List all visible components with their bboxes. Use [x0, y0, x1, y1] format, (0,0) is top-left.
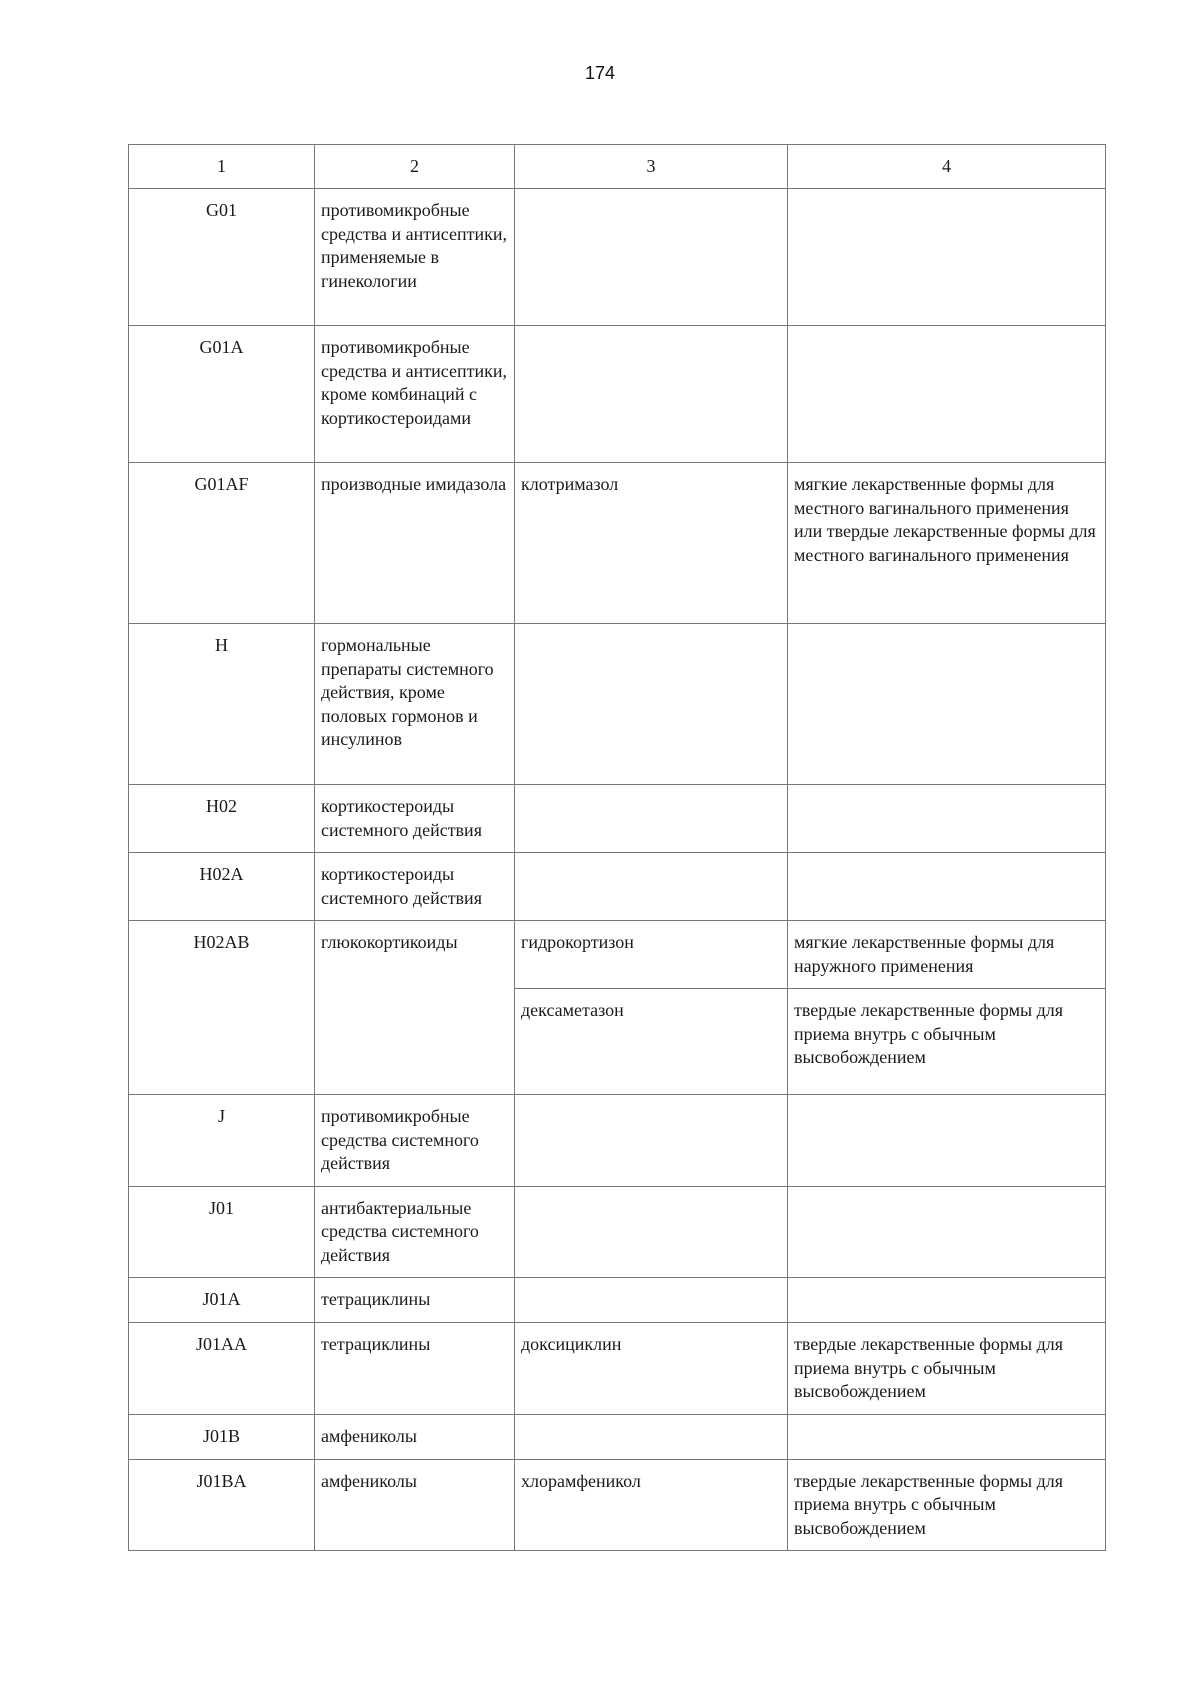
column-header-4: 4 — [788, 145, 1106, 189]
column-header-3: 3 — [515, 145, 788, 189]
form-cell — [788, 189, 1106, 326]
group-cell: глюкокортикоиды — [315, 921, 515, 1095]
form-cell — [788, 785, 1106, 853]
atc-code-cell: H02A — [129, 853, 315, 921]
drug-cell — [515, 1414, 788, 1459]
group-cell: антибактериальные средства системного действия — [315, 1186, 515, 1278]
table-row — [129, 1186, 1106, 1278]
atc-code-cell: G01A — [129, 326, 315, 463]
group-cell: амфениколы — [315, 1414, 515, 1459]
table-row — [129, 189, 1106, 326]
group-cell: гормональные препараты системного действия, кроме половых гормонов и инсулинов — [315, 624, 515, 785]
form-cell — [788, 624, 1106, 785]
group-cell: противомикробные средства и антисептики, применяемые в гинекологии — [315, 189, 515, 326]
drug-cell: хлорамфеникол — [515, 1459, 788, 1551]
atc-code-cell: G01 — [129, 189, 315, 326]
drug-cell — [515, 1278, 788, 1323]
group-cell: тетрациклины — [315, 1323, 515, 1415]
table-row — [129, 1459, 1106, 1551]
form-cell: мягкие лекарственные формы для наружного применения — [788, 921, 1106, 989]
table-row — [129, 1323, 1106, 1415]
form-cell — [788, 1278, 1106, 1323]
form-cell: твердые лекарственные формы для приема внутрь с обычным высвобождением — [788, 989, 1106, 1095]
drug-table — [128, 144, 1106, 1551]
table-row — [129, 1095, 1106, 1187]
table-row — [129, 1414, 1106, 1459]
atc-code-cell: G01AF — [129, 463, 315, 624]
atc-code-cell: J01A — [129, 1278, 315, 1323]
page-number: 174 — [584, 63, 616, 83]
form-cell: твердые лекарственные формы для приема внутрь с обычным высвобождением — [788, 1323, 1106, 1415]
drug-cell: гидрокортизон — [515, 921, 788, 989]
drug-cell — [515, 1186, 788, 1278]
group-cell: амфениколы — [315, 1459, 515, 1551]
drug-cell — [515, 853, 788, 921]
column-header-2: 2 — [315, 145, 515, 189]
table-row — [129, 921, 1106, 989]
column-header-1: 1 — [129, 145, 315, 189]
group-cell: тетрациклины — [315, 1278, 515, 1323]
form-cell — [788, 1186, 1106, 1278]
table-row — [129, 624, 1106, 785]
drug-cell — [515, 1095, 788, 1187]
form-cell — [788, 326, 1106, 463]
table-row — [129, 463, 1106, 624]
drug-cell — [515, 785, 788, 853]
table-row — [129, 326, 1106, 463]
form-cell — [788, 1095, 1106, 1187]
atc-code-cell: J01AA — [129, 1323, 315, 1415]
drug-cell — [515, 624, 788, 785]
atc-code-cell: H — [129, 624, 315, 785]
drug-cell: доксициклин — [515, 1323, 788, 1415]
table-row — [129, 1278, 1106, 1323]
drug-cell — [515, 189, 788, 326]
atc-code-cell: J01B — [129, 1414, 315, 1459]
table-header-row — [129, 145, 1106, 189]
form-cell: твердые лекарственные формы для приема внутрь с обычным высвобождением — [788, 1459, 1106, 1551]
atc-code-cell: J01 — [129, 1186, 315, 1278]
group-cell: противомикробные средства системного действия — [315, 1095, 515, 1187]
table-row — [129, 853, 1106, 921]
atc-code-cell: H02 — [129, 785, 315, 853]
table-row — [129, 785, 1106, 853]
atc-code-cell: J — [129, 1095, 315, 1187]
group-cell: кортикостероиды системного действия — [315, 853, 515, 921]
form-cell — [788, 853, 1106, 921]
group-cell: кортикостероиды системного действия — [315, 785, 515, 853]
drug-cell: дексаметазон — [515, 989, 788, 1095]
form-cell: мягкие лекарственные формы для местного вагинального применения или твердые лекарственные формы для местного вагинального применения — [788, 463, 1106, 624]
form-cell — [788, 1414, 1106, 1459]
group-cell: производные имидазола — [315, 463, 515, 624]
group-cell: противомикробные средства и антисептики, кроме комбинаций с кортикостероидами — [315, 326, 515, 463]
drug-cell: клотримазол — [515, 463, 788, 624]
atc-code-cell: J01BA — [129, 1459, 315, 1551]
drug-cell — [515, 326, 788, 463]
atc-code-cell: H02AB — [129, 921, 315, 1095]
